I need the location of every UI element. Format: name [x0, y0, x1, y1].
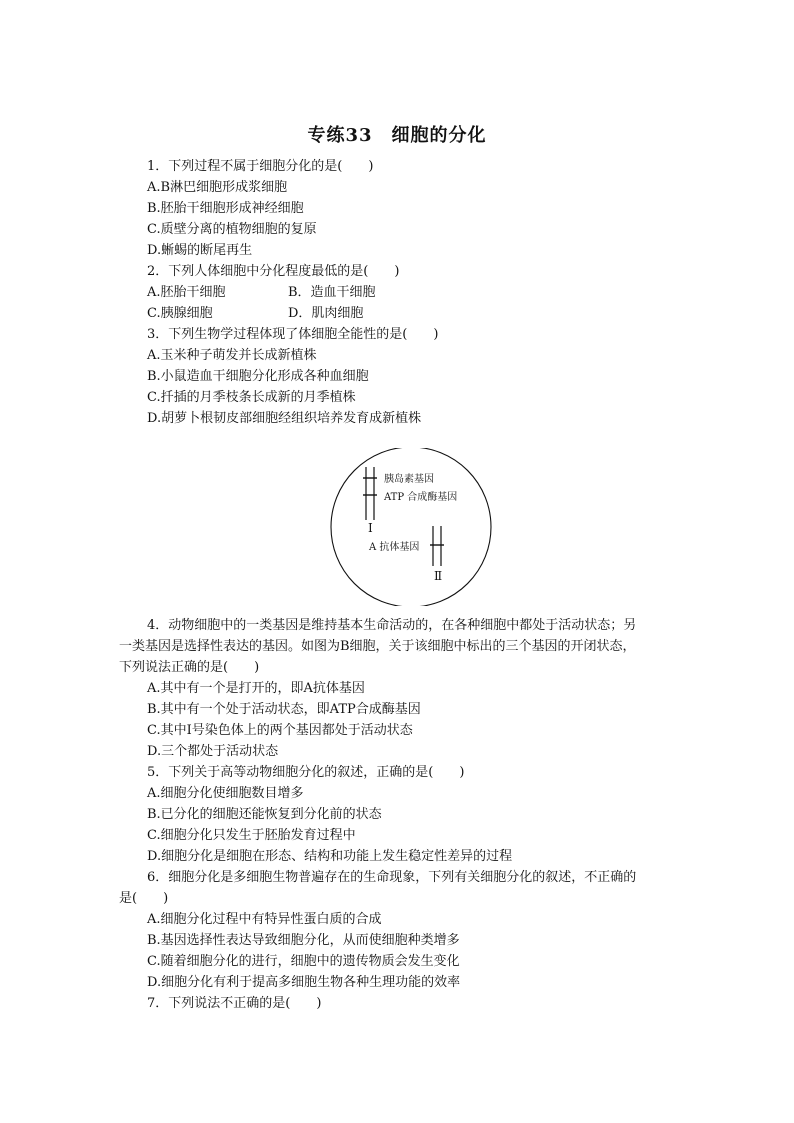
q3-option-b: B.小鼠造血干细胞分化形成各种血细胞 — [147, 369, 369, 384]
q5-option-b: B.已分化的细胞还能恢复到分化前的状态 — [147, 807, 382, 822]
q5-stem: 5．下列关于高等动物细胞分化的叙述，正确的是( ) — [147, 765, 465, 780]
chromosome-1-numeral: Ⅰ — [368, 521, 373, 535]
q2-stem: 2．下列人体细胞中分化程度最低的是( ) — [147, 264, 400, 279]
antibody-gene-label: A 抗体基因 — [369, 542, 420, 553]
q1-option-d: D.蜥蜴的断尾再生 — [147, 243, 253, 258]
q2-option-c: C.胰腺细胞 — [147, 306, 213, 321]
q6-option-d: D.细胞分化有利于提高多细胞生物各种生理功能的效率 — [147, 975, 461, 990]
q1-option-b: B.胚胎干细胞形成神经细胞 — [147, 201, 304, 216]
q6-stem-line-2: 是( ) — [119, 891, 169, 906]
q1-stem: 1．下列过程不属于细胞分化的是( ) — [147, 159, 374, 174]
q6-stem-line-1: 6．细胞分化是多细胞生物普遍存在的生命现象，下列有关细胞分化的叙述，不正确的 — [147, 870, 637, 885]
q3-stem: 3．下列生物学过程体现了体细胞全能性的是( ) — [147, 327, 439, 342]
q3-option-a: A.玉米种子萌发并长成新植株 — [147, 348, 317, 363]
b-cell-svg — [329, 448, 493, 606]
q6-option-a: A.细胞分化过程中有特异性蛋白质的合成 — [147, 912, 382, 927]
q2-option-b: B．造血干细胞 — [288, 285, 376, 300]
q3-option-d: D.胡萝卜根韧皮部细胞经组织培养发育成新植株 — [147, 411, 422, 426]
chromosome-2-numeral: Ⅱ — [434, 569, 443, 583]
q4-option-d: D.三个都处于活动状态 — [147, 744, 279, 759]
q4-stem-line-2: 一类基因是选择性表达的基因。如图为B细胞，关于该细胞中标出的三个基因的开闭状态， — [119, 639, 636, 654]
page-title: 专练33 细胞的分化 — [307, 125, 487, 146]
q2-option-a: A.胚胎干细胞 — [147, 285, 226, 300]
q4-option-b: B.其中有一个处于活动状态，即ATP合成酶基因 — [147, 702, 421, 717]
q4-stem-line-3: 下列说法正确的是( ) — [119, 660, 260, 675]
cell-membrane — [331, 448, 491, 606]
q6-option-c: C.随着细胞分化的进行，细胞中的遗传物质会发生变化 — [147, 954, 460, 969]
q5-option-c: C.细胞分化只发生于胚胎发育过程中 — [147, 828, 356, 843]
atp-gene-label: ATP 合成酶基因 — [384, 492, 458, 503]
q2-option-d: D．肌肉细胞 — [288, 306, 364, 321]
q1-option-c: C.质壁分离的植物细胞的复原 — [147, 222, 317, 237]
q5-option-d: D.细胞分化是细胞在形态、结构和功能上发生稳定性差异的过程 — [147, 849, 513, 864]
b-cell-diagram — [329, 448, 493, 606]
q7-stem: 7．下列说法不正确的是( ) — [147, 996, 322, 1011]
insulin-gene-label: 胰岛素基因 — [384, 474, 434, 485]
q4-option-c: C.其中Ⅰ号染色体上的两个基因都处于活动状态 — [147, 723, 413, 738]
q5-option-a: A.细胞分化使细胞数目增多 — [147, 786, 304, 801]
q3-option-c: C.扦插的月季枝条长成新的月季植株 — [147, 390, 356, 405]
q4-stem-line-1: 4．动物细胞中的一类基因是维持基本生命活动的，在各种细胞中都处于活动状态；另 — [147, 618, 637, 633]
q4-option-a: A.其中有一个是打开的，即A抗体基因 — [147, 681, 365, 696]
q6-option-b: B.基因选择性表达导致细胞分化，从而使细胞种类增多 — [147, 933, 460, 948]
q1-option-a: A.B淋巴细胞形成浆细胞 — [147, 180, 288, 195]
